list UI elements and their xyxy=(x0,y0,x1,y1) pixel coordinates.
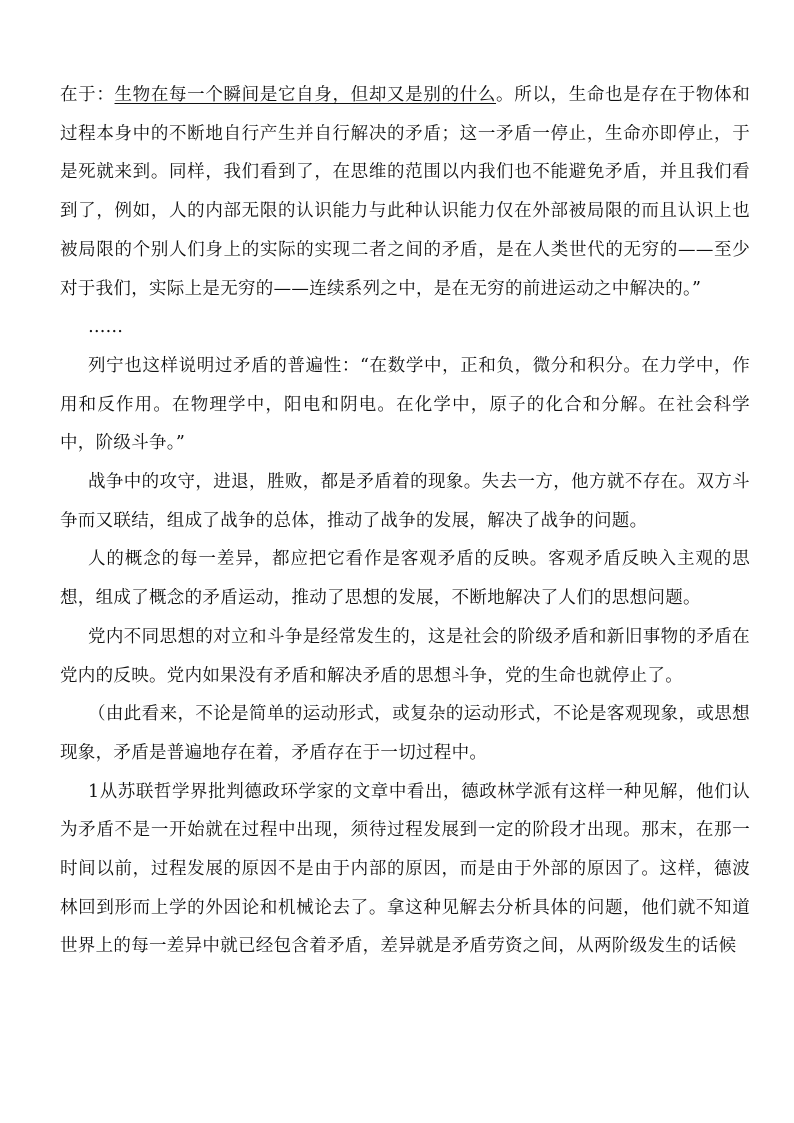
document-body xyxy=(60,76,750,966)
underlined-quote: 生物在每一个瞬间是它自身，但却又是别的什么 xyxy=(114,85,497,105)
paragraph-3: 战争中的攻守，进退，胜败，都是矛盾着的现象。失去一方，他方就不存在。双方斗争而又联结，组成了战争的总体，推动了战争的发展，解决了战争的问题。 xyxy=(60,472,750,531)
paragraph-5: 党内不同思想的对立和斗争是经常发生的，这是社会的阶级矛盾和新旧事物的矛盾在党内的反映。党内如果没有矛盾和解决矛盾的思想斗争，党的生命也就停止了。 xyxy=(60,626,750,686)
paragraph-1 xyxy=(60,76,750,308)
paragraph-2: 列宁也这样说明过矛盾的普遍性：“在数学中，正和负，微分和积分。在力学中，作用和反作用。在物理学中，阳电和阴电。在化学中，原子的化合和分解。在社会科学中，阶级斗争。” xyxy=(60,355,750,454)
ellipsis: …… xyxy=(88,317,123,338)
paragraph-6: （由此看来，不论是简单的运动形式，或复杂的运动形式，不论是客观现象，或思想现象，矛盾是普遍地存在着，矛盾存在于一切过程中。 xyxy=(60,704,750,763)
paragraph-1-prefix: 在于： xyxy=(60,85,115,105)
paragraph-4: 人的概念的每一差异，都应把它看作是客观矛盾的反映。客观矛盾反映入主观的思想，组成了概念的矛盾运动，推动了思想的发展，不断地解决了人们的思想问题。 xyxy=(60,549,750,609)
paragraph-1-rest: 。所以，生命也是存在于物体和过程本身中的不断地自行产生并自行解决的矛盾；这一矛盾一停止，生命亦即停止，于是死就来到。同样，我们看到了，在思维的范围以内我们也不能避免矛盾，并且我们看到了，例如，人的内部无限的认识能力与此种认识能力仅在外部被局限的而且认识上也被局限的个别人们身上的实际的实现二者之间的矛盾，是在人类世代的无穷的——至少对于我们，实际上是无穷的——连续系列之中，是在无穷的前进运动之中解决的。” xyxy=(60,85,751,299)
paragraph-7: 1从苏联哲学界批判德政环学家的文章中看出，德政林学派有这样一种见解，他们认为矛盾不是一开始就在过程中出现，须待过程发展到一定的阶段才出现。那末，在那一时间以前，过程发展的原因不是由于内部的原因，而是由于外部的原因了。这样，德波林回到形而上学的外因论和机械论去了。拿这种见解去分析具体的问题，他们就不知道世界上的每一差异中就已经包含着矛盾，差异就是矛盾劳资之间，从两阶级发生的话候 xyxy=(60,781,750,957)
